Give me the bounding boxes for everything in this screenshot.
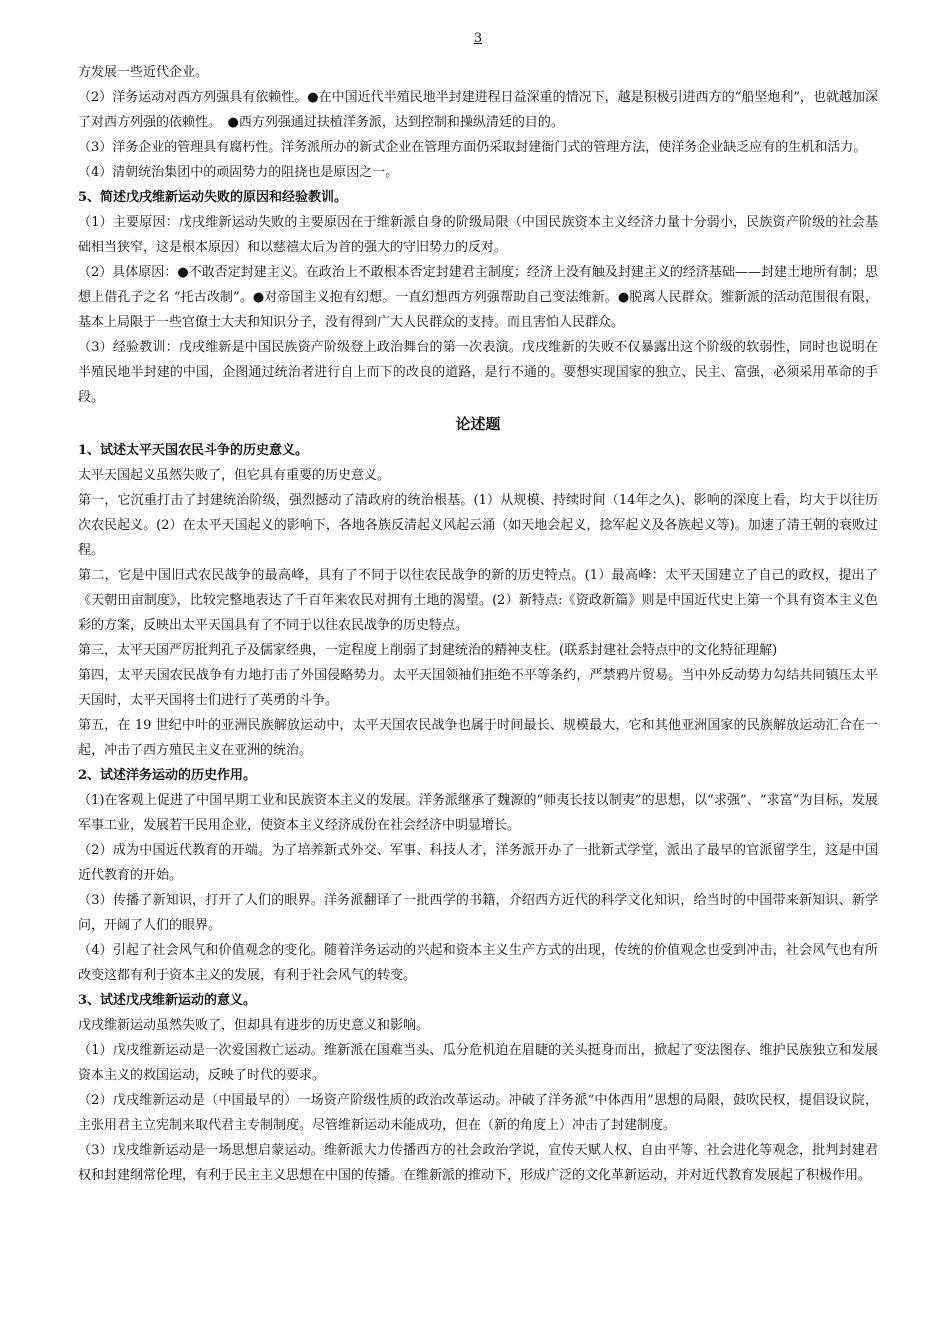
paragraph: 太平天国起义虽然失败了，但它具有重要的历史意义。 — [78, 468, 391, 483]
paragraph: （1）主要原因：戊戌维新运动失败的主要原因在于维新派自身的阶级局限（中国民族资本主义经济力量十分弱小，民族资产阶级的社会基础相当狭窄，这是根本原因）和以慈禧太后为首的强大的守旧势力的反对。 — [78, 215, 878, 255]
question-heading: 5、简述戊戌维新运动失败的原因和经验教训。 — [78, 190, 348, 205]
paragraph: （3）洋务企业的管理具有腐朽性。洋务派所办的新式企业在管理方面仍采取封建衙门式的管理方法，使洋务企业缺乏应有的生机和活力。 — [78, 140, 867, 155]
paragraph: 第三，太平天国严厉批判孔子及儒家经典，一定程度上削弱了封建统治的精神支柱。(联系封建社会特点中的文化特征理解) — [78, 643, 778, 658]
paragraph: （1）戊戌维新运动是一次爱国救亡运动。维新派在国难当头、瓜分危机迫在眉睫的关头挺身而出，掀起了变法图存、维护民族独立和发展资本主义的救国运动，反映了时代的要求。 — [78, 1043, 878, 1083]
paragraph: （1)在客观上促进了中国早期工业和民族资本主义的发展。洋务派继承了魏源的“师夷长技以制夷”的思想，以“求强”、“求富”为目标，发展军事工业，发展若干民用企业，使资本主义经济成份在社会经济中明显增长。 — [78, 793, 878, 833]
paragraph: 戊戌维新运动虽然失败了，但却具有进步的历史意义和影响。 — [78, 1018, 430, 1033]
section-title: 论述题 — [455, 415, 501, 433]
paragraph: 方发展一些近代企业。 — [78, 65, 209, 80]
paragraph: 第二，它是中国旧式农民战争的最高峰，具有了不同于以往农民战争的新的历史特点。(1）最高峰：太平天国建立了自己的政权，提出了《天朝田亩制度》，比较完整地表达了千百年来农民对拥有土地的渴望。(2）新特点:《资政新篇》则是中国近代史上第一个具有资本主义色彩的方案，反映出太平天国具有了不同于以往农民战争的历史特点。 — [78, 568, 878, 633]
paragraph: （2）具体原因：●不敢否定封建主义。在政治上不敢根本否定封建君主制度；经济上没有触及封建主义的经济基础——封建土地所有制；思想上借孔子之名 “托古改制”。●对帝国主义抱有幻想。一直幻想西方列强帮助自己变法维新。●脱离人民群众。维新派的活动范围很有限，基本上局限于一些官僚士大夫和知识分子，没有得到广大人民群众的支持。而且害怕人民群众。 — [78, 265, 878, 330]
paragraph: （3）传播了新知识，打开了人们的眼界。洋务派翻译了一批西学的书籍，介绍西方近代的科学文化知识，给当时的中国带来新知识、新学问，开阔了人们的眼界。 — [78, 893, 878, 933]
paragraph: （2）戊戌维新运动是（中国最早的）一场资产阶级性质的政治改革运动。冲破了洋务派“中体西用”思想的局限，鼓吹民权，提倡设议院，主张用君主立宪制来取代君主专制制度。尽管维新运动未能成功，但在（新的角度上）冲击了封建制度。 — [78, 1093, 878, 1133]
page-number: 3 — [473, 31, 483, 46]
paragraph: （3）戊戌维新运动是一场思想启蒙运动。维新派大力传播西方的社会政治学说，宣传天赋人权、自由平等、社会进化等观念，批判封建君权和封建纲常伦理，有利于民主主义思想在中国的传播。在维新派的推动下，形成广泛的文化革新运动，并对近代教育发展起了积极作用。 — [78, 1143, 878, 1183]
paragraph: 第五，在 19 世纪中叶的亚洲民族解放运动中，太平天国农民战争也属于时间最长、规模最大，它和其他亚洲国家的民族解放运动汇合在一起，冲击了西方殖民主义在亚洲的统治。 — [78, 718, 878, 758]
paragraph: （2）洋务运动对西方列强具有依赖性。●在中国近代半殖民地半封建进程日益深重的情况下，越是积极引进西方的“船坚炮利”，也就越加深了对西方列强的依赖性。 ●西方列强通过扶植洋务派，达到控制和操纵清廷的目的。 — [78, 90, 878, 130]
paragraph: （3）经验教训：戊戌维新是中国民族资产阶级登上政治舞台的第一次表演。戊戌维新的失败不仅暴露出这个阶级的软弱性，同时也说明在半殖民地半封建的中国，企图通过统治者进行自上而下的改良的道路，是行不通的。要想实现国家的独立、民主、富强，必须采用革命的手段。 — [78, 340, 878, 405]
question-heading: 2、试述洋务运动的历史作用。 — [78, 768, 257, 783]
question-heading: 3、试述戊戌维新运动的意义。 — [78, 993, 257, 1008]
paragraph: （4）引起了社会风气和价值观念的变化。随着洋务运动的兴起和资本主义生产方式的出现，传统的价值观念也受到冲击，社会风气也有所改变这都有利于资本主义的发展，有利于社会风气的转变。 — [78, 943, 878, 983]
paragraph: 第四，太平天国农民战争有力地打击了外国侵略势力。太平天国领袖们拒绝不平等条约，严禁鸦片贸易。当中外反动势力勾结共同镇压太平天国时，太平天国将士们进行了英勇的斗争。 — [78, 668, 878, 708]
document-page — [78, 30, 878, 1188]
paragraph: 第一，它沉重打击了封建统治阶级，强烈撼动了清政府的统治根基。(1）从规模、持续时间（14年之久)、影响的深度上看，均大于以往历次农民起义。(2）在太平天国起义的影响下，各地各族反清起义风起云涌（如天地会起义，捻军起义及各族起义等)。加速了清王朝的衰败过程。 — [78, 493, 878, 558]
paragraph: （2）成为中国近代教育的开端。为了培养新式外交、军事、科技人才，洋务派开办了一批新式学堂，派出了最早的官派留学生，这是中国近代教育的开始。 — [78, 843, 878, 883]
paragraph: （4）清朝统治集团中的顽固势力的阻挠也是原因之一。 — [78, 165, 399, 180]
question-heading: 1、试述太平天国农民斗争的历史意义。 — [78, 443, 309, 458]
